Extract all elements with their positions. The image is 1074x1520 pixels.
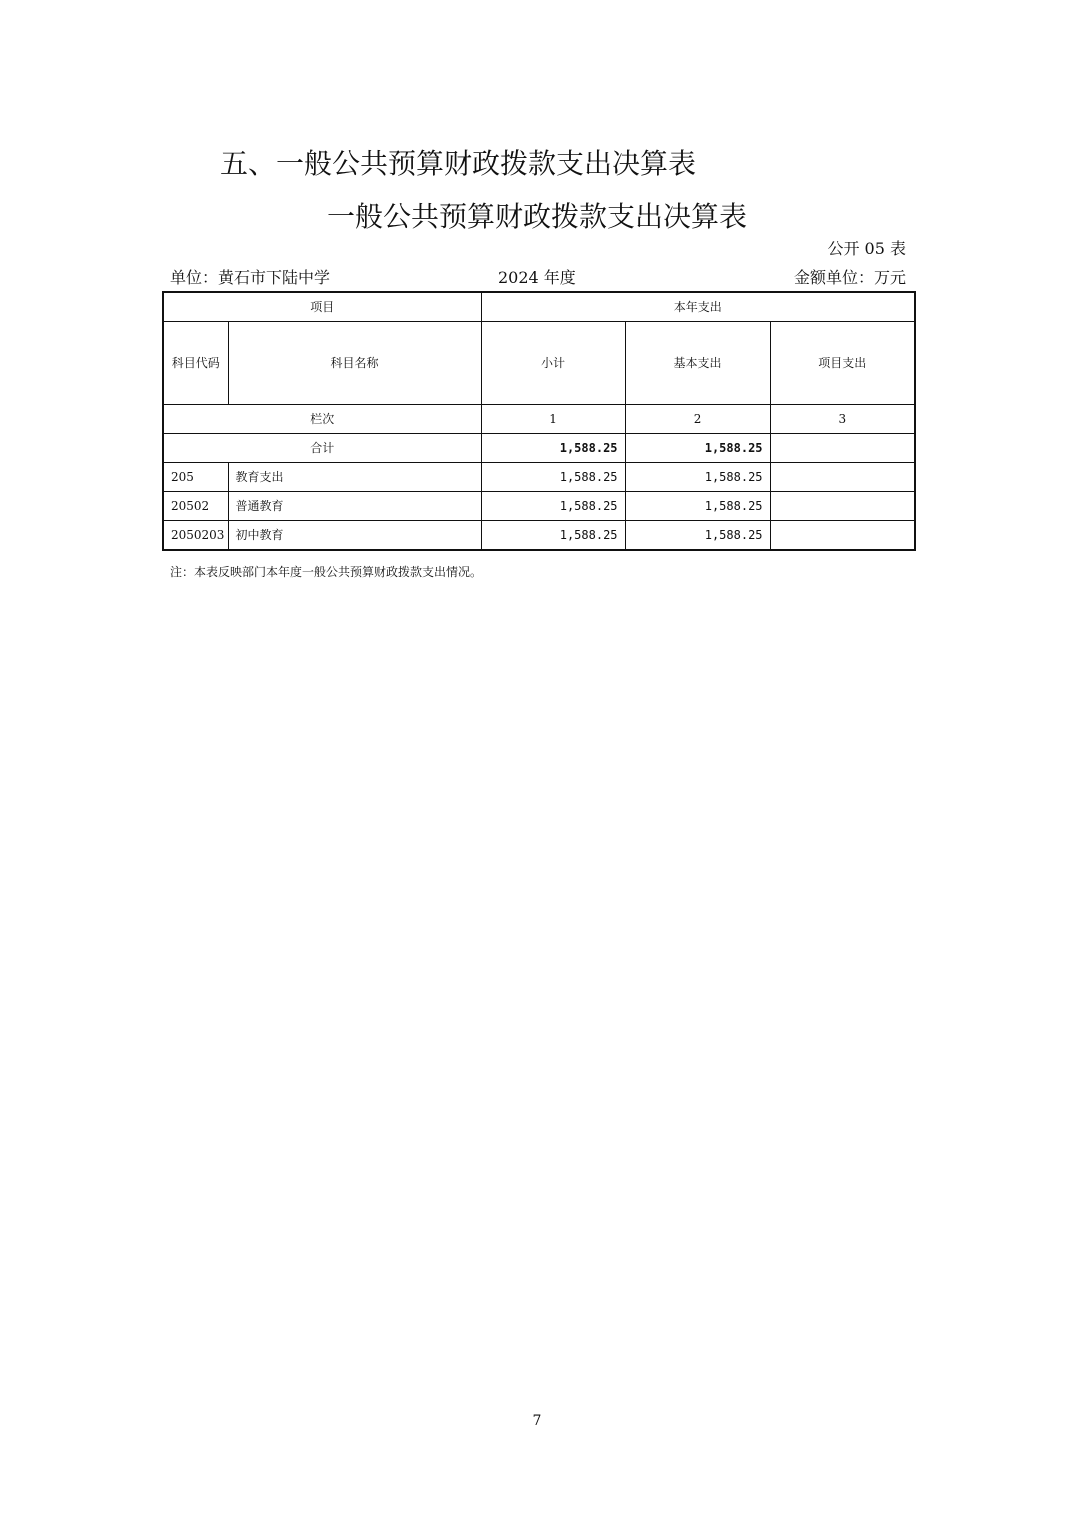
page-number: 7: [532, 1413, 542, 1429]
table-meta-row: [170, 266, 906, 290]
row-project: [770, 492, 915, 521]
row-code: 20502: [163, 492, 228, 521]
header-basic-expenditure: 基本支出: [625, 322, 770, 405]
header-project: 项目: [163, 292, 481, 322]
row-project: [770, 463, 915, 492]
row-name: 教育支出: [228, 463, 481, 492]
table-header-row: [163, 292, 915, 322]
column-index-label: 栏次: [163, 405, 481, 434]
table-subheader-row: [163, 322, 915, 405]
row-subtotal: 1,588.25: [481, 463, 625, 492]
table-code: 公开 05 表: [827, 239, 906, 258]
header-current-year-expenditure: 本年支出: [481, 292, 915, 322]
table-title: 一般公共预算财政拨款支出决算表: [326, 200, 747, 233]
column-index-row: [163, 405, 915, 434]
row-code: 205: [163, 463, 228, 492]
table-note: 注：本表反映部门本年度一般公共预算财政拨款支出情况。: [170, 565, 483, 579]
total-project: [770, 434, 915, 463]
fiscal-year: 2024 年度: [498, 268, 576, 287]
header-subtotal: 小计: [481, 322, 625, 405]
header-subject-code: 科目代码: [163, 322, 228, 405]
table-row: [163, 521, 915, 551]
row-code: 2050203: [163, 521, 228, 551]
reporting-unit: 单位：黄石市下陆中学: [170, 268, 331, 287]
table-row: [163, 463, 915, 492]
money-unit: 金额单位：万元: [793, 268, 906, 287]
column-index-2: 2: [625, 405, 770, 434]
header-subject-name: 科目名称: [228, 322, 481, 405]
total-basic: 1,588.25: [625, 434, 770, 463]
row-basic: 1,588.25: [625, 492, 770, 521]
row-name: 初中教育: [228, 521, 481, 551]
total-row: [163, 434, 915, 463]
section-heading: 五、一般公共预算财政拨款支出决算表: [220, 147, 697, 180]
table-row: [163, 492, 915, 521]
row-project: [770, 521, 915, 551]
column-index-3: 3: [770, 405, 915, 434]
column-index-1: 1: [481, 405, 625, 434]
row-basic: 1,588.25: [625, 521, 770, 551]
total-label: 合计: [163, 434, 481, 463]
row-basic: 1,588.25: [625, 463, 770, 492]
header-project-expenditure: 项目支出: [770, 322, 915, 405]
row-subtotal: 1,588.25: [481, 521, 625, 551]
total-subtotal: 1,588.25: [481, 434, 625, 463]
row-name: 普通教育: [228, 492, 481, 521]
row-subtotal: 1,588.25: [481, 492, 625, 521]
budget-expenditure-table: [162, 291, 916, 551]
